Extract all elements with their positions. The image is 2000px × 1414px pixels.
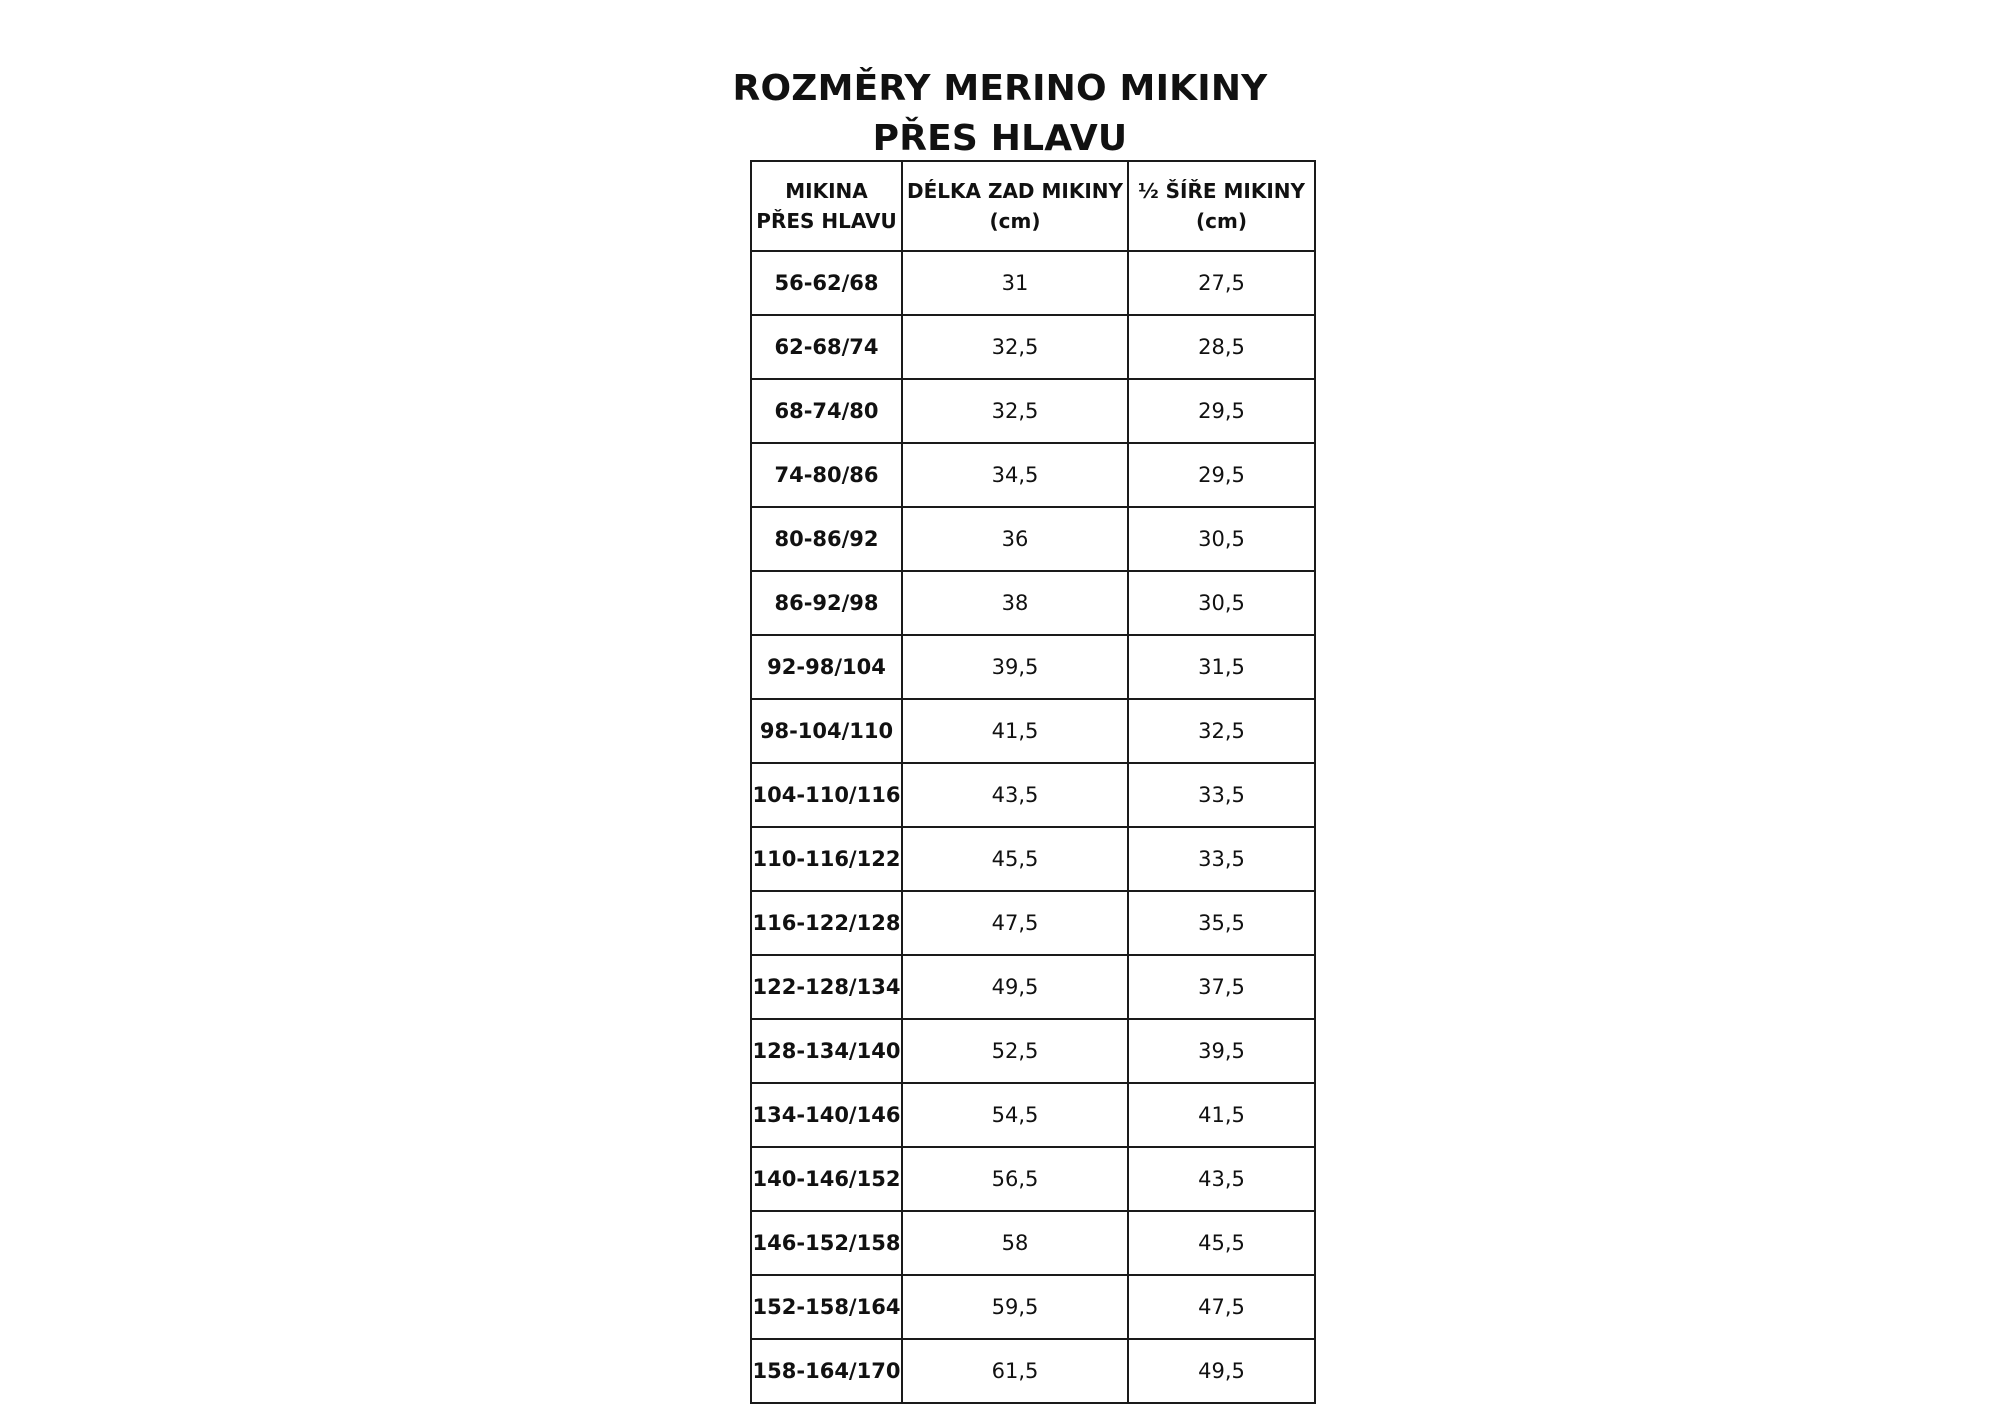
size-cell: 110-116/122 — [751, 827, 902, 891]
half-width-cell: 27,5 — [1128, 251, 1315, 315]
table-row — [751, 379, 1315, 443]
back-length-cell: 31 — [902, 251, 1128, 315]
size-cell: 98-104/110 — [751, 699, 902, 763]
size-cell: 146-152/158 — [751, 1211, 902, 1275]
size-cell: 74-80/86 — [751, 443, 902, 507]
table-row — [751, 1083, 1315, 1147]
half-width-cell: 29,5 — [1128, 443, 1315, 507]
half-width-cell: 33,5 — [1128, 827, 1315, 891]
back-length-cell: 34,5 — [902, 443, 1128, 507]
size-table-header — [751, 161, 1315, 251]
header-row — [751, 161, 1315, 251]
size-cell: 68-74/80 — [751, 379, 902, 443]
back-length-cell: 49,5 — [902, 955, 1128, 1019]
size-cell: 134-140/146 — [751, 1083, 902, 1147]
size-cell: 62-68/74 — [751, 315, 902, 379]
half-width-cell: 39,5 — [1128, 1019, 1315, 1083]
back-length-cell: 36 — [902, 507, 1128, 571]
table-row — [751, 763, 1315, 827]
table-row — [751, 891, 1315, 955]
half-width-cell: 37,5 — [1128, 955, 1315, 1019]
size-cell: 56-62/68 — [751, 251, 902, 315]
half-width-cell: 47,5 — [1128, 1275, 1315, 1339]
back-length-cell: 43,5 — [902, 763, 1128, 827]
table-row — [751, 507, 1315, 571]
column-header-size-line-1: MIKINA — [785, 179, 868, 203]
half-width-cell: 30,5 — [1128, 507, 1315, 571]
half-width-cell: 31,5 — [1128, 635, 1315, 699]
size-cell: 128-134/140 — [751, 1019, 902, 1083]
table-row — [751, 251, 1315, 315]
back-length-cell: 47,5 — [902, 891, 1128, 955]
table-row — [751, 1211, 1315, 1275]
column-header-half-width-line-1: ½ ŠÍŘE MIKINY — [1137, 179, 1306, 203]
page-title — [0, 64, 2000, 164]
half-width-cell: 45,5 — [1128, 1211, 1315, 1275]
size-cell: 86-92/98 — [751, 571, 902, 635]
half-width-cell: 43,5 — [1128, 1147, 1315, 1211]
back-length-cell: 59,5 — [902, 1275, 1128, 1339]
page-title-line-1: ROZMĚRY MERINO MIKINY — [732, 68, 1268, 110]
size-cell: 140-146/152 — [751, 1147, 902, 1211]
back-length-cell: 56,5 — [902, 1147, 1128, 1211]
size-cell: 152-158/164 — [751, 1275, 902, 1339]
size-table-body — [751, 251, 1315, 1403]
table-row — [751, 315, 1315, 379]
table-row — [751, 1275, 1315, 1339]
back-length-cell: 38 — [902, 571, 1128, 635]
column-header-back-length-line-1: DÉLKA ZAD MIKINY — [907, 179, 1123, 203]
back-length-cell: 32,5 — [902, 379, 1128, 443]
half-width-cell: 49,5 — [1128, 1339, 1315, 1403]
size-cell: 92-98/104 — [751, 635, 902, 699]
size-table — [750, 160, 1316, 1404]
table-row — [751, 699, 1315, 763]
size-cell: 116-122/128 — [751, 891, 902, 955]
size-cell: 104-110/116 — [751, 763, 902, 827]
table-row — [751, 1339, 1315, 1403]
column-header-back-length — [902, 161, 1128, 251]
size-cell: 158-164/170 — [751, 1339, 902, 1403]
half-width-cell: 29,5 — [1128, 379, 1315, 443]
half-width-cell: 32,5 — [1128, 699, 1315, 763]
half-width-cell: 33,5 — [1128, 763, 1315, 827]
column-header-half-width — [1128, 161, 1315, 251]
size-cell: 122-128/134 — [751, 955, 902, 1019]
back-length-cell: 41,5 — [902, 699, 1128, 763]
column-header-back-length-line-2: (cm) — [989, 209, 1041, 233]
column-header-size — [751, 161, 902, 251]
table-row — [751, 635, 1315, 699]
column-header-half-width-line-2: (cm) — [1196, 209, 1247, 233]
size-cell: 80-86/92 — [751, 507, 902, 571]
table-row — [751, 571, 1315, 635]
back-length-cell: 58 — [902, 1211, 1128, 1275]
table-row — [751, 827, 1315, 891]
half-width-cell: 28,5 — [1128, 315, 1315, 379]
back-length-cell: 52,5 — [902, 1019, 1128, 1083]
half-width-cell: 35,5 — [1128, 891, 1315, 955]
table-row — [751, 443, 1315, 507]
table-row — [751, 1147, 1315, 1211]
back-length-cell: 54,5 — [902, 1083, 1128, 1147]
back-length-cell: 45,5 — [902, 827, 1128, 891]
column-header-size-line-2: PŘES HLAVU — [756, 209, 897, 233]
page-title-line-2: PŘES HLAVU — [872, 118, 1128, 160]
table-row — [751, 955, 1315, 1019]
back-length-cell: 32,5 — [902, 315, 1128, 379]
table-row — [751, 1019, 1315, 1083]
half-width-cell: 30,5 — [1128, 571, 1315, 635]
back-length-cell: 39,5 — [902, 635, 1128, 699]
half-width-cell: 41,5 — [1128, 1083, 1315, 1147]
back-length-cell: 61,5 — [902, 1339, 1128, 1403]
